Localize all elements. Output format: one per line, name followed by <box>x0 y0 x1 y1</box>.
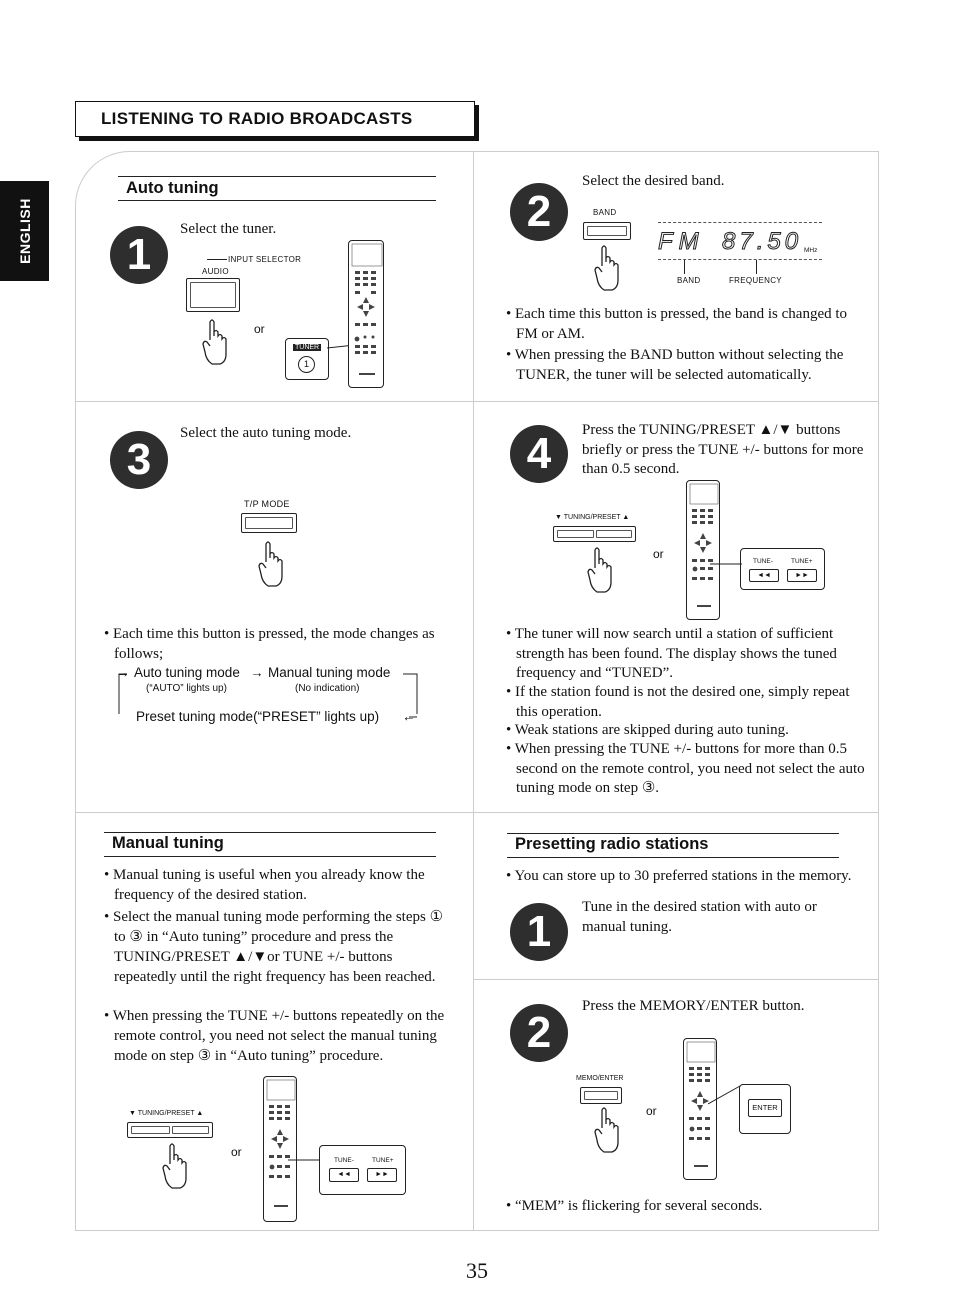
grid-divider-vertical <box>473 151 474 1231</box>
display-frequency: 87.50 <box>722 228 803 255</box>
step-3-text: Select the auto tuning mode. <box>180 425 352 441</box>
or-label-manual: or <box>231 1145 242 1159</box>
manual-tuning-heading: Manual tuning <box>112 834 224 852</box>
manual-tune-minus-button[interactable]: ◄◄ <box>329 1168 359 1182</box>
hand-press-icon <box>256 540 290 590</box>
preset-step-1-number: 1 <box>510 903 568 961</box>
audio-button[interactable] <box>186 278 240 312</box>
remote-control-manual <box>263 1076 297 1222</box>
step-4-text: Press the TUNING/PRESET ▲/▼ buttons briefly or press the TUNE +/- buttons for more than 0.5 second. <box>582 422 864 477</box>
heading-rule-top <box>118 176 436 177</box>
memo-enter-button[interactable] <box>580 1087 622 1104</box>
tune-plus-label: TUNE+ <box>791 558 813 565</box>
grid-divider-preset <box>473 979 879 980</box>
heading-rule-bottom <box>118 200 436 201</box>
preset-step-2-text: Press the MEMORY/ENTER button. <box>582 998 805 1014</box>
step-3-bullet: • Each time this button is pressed, the mode changes as follows; <box>104 626 435 662</box>
frequency-caption: FREQUENCY <box>729 276 782 285</box>
display-mhz: MHz <box>804 247 818 254</box>
enter-button[interactable]: ENTER <box>748 1099 782 1117</box>
band-caption: BAND <box>677 276 701 285</box>
mode-auto-note: (“AUTO” lights up) <box>146 683 227 694</box>
hand-press-icon <box>200 318 234 368</box>
page-number: 35 <box>466 1258 488 1283</box>
manual-tune-buttons-callout <box>319 1145 406 1195</box>
mode-preset: Preset tuning mode(“PRESET” lights up) <box>136 709 380 724</box>
step-1-number: 1 <box>110 226 168 284</box>
fl-display <box>658 222 822 260</box>
step-4-bullet-2: • If the station found is not the desired one, simply repeat this operation. <box>506 684 850 720</box>
step-3-number: 3 <box>110 431 168 489</box>
tuner-key-label: TUNER <box>295 344 320 351</box>
step-1-text: Select the tuner. <box>180 221 277 237</box>
step-4-bullet-3: • Weak stations are skipped during auto tuning. <box>506 722 789 738</box>
preset-step-1-text: Tune in the desired station with auto or manual tuning. <box>582 899 817 935</box>
remote-control-4 <box>686 480 720 620</box>
manual-tune-minus-label: TUNE- <box>334 1157 354 1164</box>
band-button-label: BAND <box>593 208 617 217</box>
tuner-key-callout <box>285 338 329 380</box>
tuning-preset-buttons[interactable] <box>553 526 636 542</box>
step-2-text: Select the desired band. <box>582 173 725 189</box>
manual-tune-plus-button[interactable]: ►► <box>367 1168 397 1182</box>
tuning-preset-label: ▼ TUNING/PRESET ▲ <box>555 514 630 521</box>
presetting-heading: Presetting radio stations <box>515 835 709 853</box>
manual-bullet-2: • Select the manual tuning mode performing the steps ① to ③ in “Auto tuning” procedure and press the TUNING/PRESET ▲/▼or TUNE +/- buttons repeatedly until the right frequency has been reached. <box>104 909 444 985</box>
step-4-number: 4 <box>510 425 568 483</box>
tune-plus-button[interactable]: ►► <box>787 569 817 582</box>
mode-manual: Manual tuning mode <box>268 665 391 680</box>
step-2-bullet-1: • Each time this button is pressed, the band is changed to FM or AM. <box>506 306 848 342</box>
preset-step-2-note: • “MEM” is flickering for several seconds. <box>506 1198 763 1214</box>
band-button[interactable] <box>583 222 631 240</box>
auto-tuning-heading: Auto tuning <box>126 179 219 197</box>
tp-mode-label: T/P MODE <box>244 499 290 509</box>
tune-minus-button[interactable]: ◄◄ <box>749 569 779 582</box>
grid-divider-row2 <box>75 812 879 813</box>
tuner-key-button[interactable]: 1 <box>298 356 315 373</box>
or-label-preset: or <box>646 1104 657 1118</box>
mode-auto: Auto tuning mode <box>134 665 240 680</box>
preset-step-2-number: 2 <box>510 1004 568 1062</box>
presetting-intro: • You can store up to 30 preferred stations in the memory. <box>506 868 852 884</box>
or-label-4: or <box>653 547 664 561</box>
section-title-box <box>75 101 475 137</box>
display-band: FM <box>658 228 705 255</box>
remote-control-1 <box>348 240 384 388</box>
grid-divider-row1 <box>75 401 879 402</box>
hand-press-icon <box>592 244 626 294</box>
hand-press-icon <box>160 1142 194 1192</box>
manual-tuning-preset-buttons[interactable] <box>127 1122 213 1138</box>
manual-tune-plus-label: TUNE+ <box>372 1157 394 1164</box>
language-label: ENGLISH <box>16 198 33 264</box>
or-label-1: or <box>254 322 265 336</box>
manual-tp-label: ▼ TUNING/PRESET ▲ <box>129 1110 204 1117</box>
step-4-bullet-4: • When pressing the TUNE +/- buttons for more than 0.5 second on the remote control, you need not select the auto tuning mode on step ③. <box>506 741 865 796</box>
tune-buttons-callout <box>740 548 825 590</box>
enter-key-callout <box>739 1084 791 1134</box>
step-2-number: 2 <box>510 183 568 241</box>
memo-enter-label: MEMO/ENTER <box>576 1075 624 1082</box>
language-tab <box>0 181 49 281</box>
tp-mode-button[interactable] <box>241 513 297 533</box>
hand-press-icon <box>585 546 619 596</box>
tune-minus-label: TUNE- <box>753 558 773 565</box>
input-selector-label: INPUT SELECTOR <box>228 255 302 264</box>
section-title: LISTENING TO RADIO BROADCASTS <box>101 109 413 128</box>
step-2-bullet-2: • When pressing the BAND button without selecting the TUNER, the tuner will be selected automatically. <box>506 347 844 383</box>
audio-label: AUDIO <box>202 267 229 276</box>
manual-bullet-1: • Manual tuning is useful when you already know the frequency of the desired station. <box>104 867 425 903</box>
mode-manual-note: (No indication) <box>295 683 360 694</box>
step-4-bullet-1: • The tuner will now search until a station of sufficient strength has been found. The display shows the tuned frequency and “TUNED”. <box>506 626 837 681</box>
hand-press-icon <box>592 1106 626 1156</box>
manual-bullet-3: • When pressing the TUNE +/- buttons repeatedly on the remote control, you need not select the manual tuning mode on step ③ in “Auto tuning” procedure. <box>104 1008 445 1064</box>
